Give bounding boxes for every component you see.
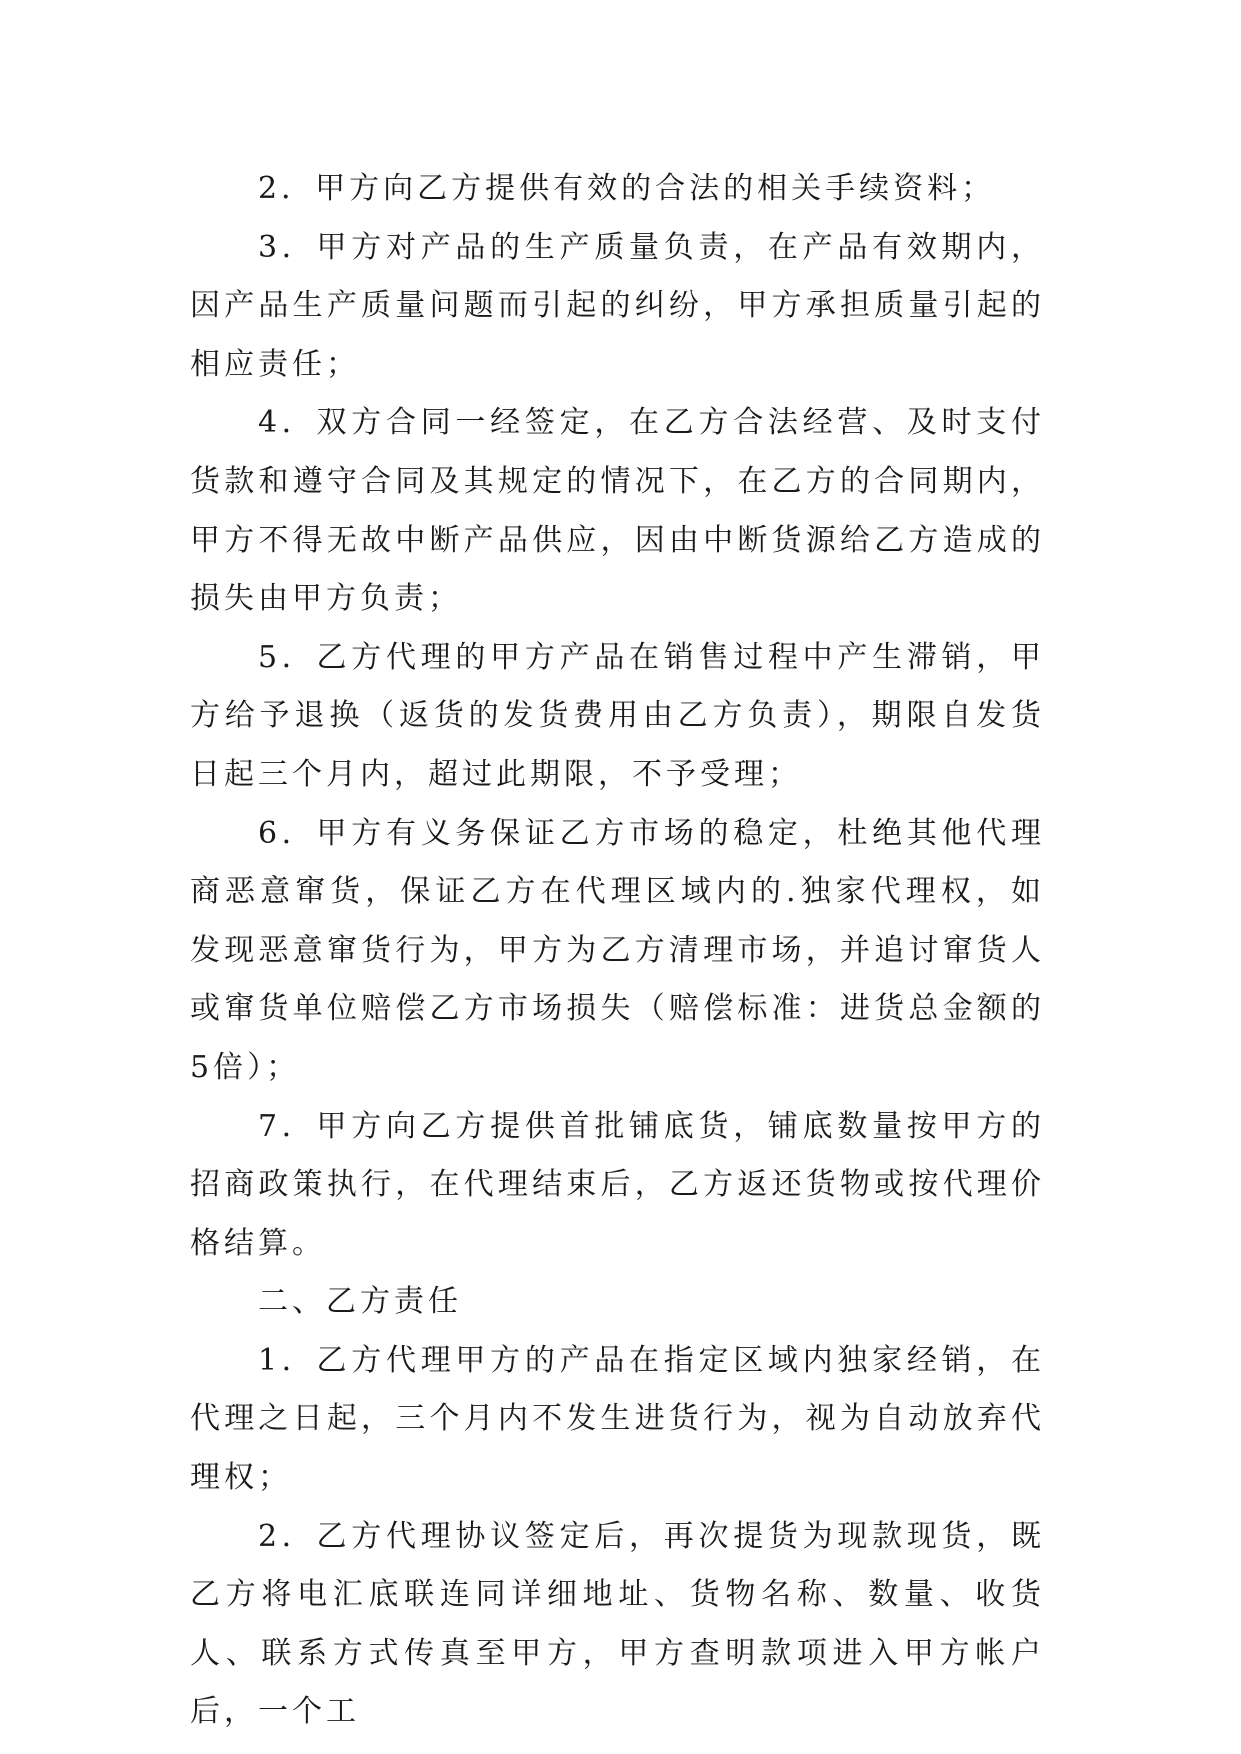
paragraph-clause-b2: 2．乙方代理协议签定后，再次提货为现款现货，既乙方将电汇底联连同详细地址、货物名称、数量、收货人、联系方式传真至甲方，甲方查明款项进入甲方帐户后，一个工	[190, 1518, 1045, 1730]
paragraph-clause-a6: 6．甲方有义务保证乙方市场的稳定，杜绝其他代理商恶意窜货，保证乙方在代理区域内的.独家代理权，如发现恶意窜货行为，甲方为乙方清理市场，并追讨窜货人或窜货单位赔偿乙方市场损失（赔偿标准：进货总金额的5倍）；	[190, 815, 1045, 1085]
paragraph-clause-a4: 4．双方合同一经签定，在乙方合法经营、及时支付货款和遵守合同及其规定的情况下，在乙方的合同期内，甲方不得无故中断产品供应，因由中断货源给乙方造成的损失由甲方负责；	[190, 405, 1045, 617]
section-heading-party-b: 二、乙方责任	[258, 1284, 462, 1320]
paragraph-clause-b1: 1．乙方代理甲方的产品在指定区域内独家经销，在代理之日起，三个月内不发生进货行为，视为自动放弃代理权；	[190, 1342, 1045, 1496]
document-body	[190, 160, 1045, 1742]
paragraph-clause-a3: 3．甲方对产品的生产质量负责，在产品有效期内，因产品生产质量问题而引起的纠纷，甲方承担质量引起的相应责任；	[190, 229, 1045, 382]
paragraph-clause-a5: 5．乙方代理的甲方产品在销售过程中产生滞销，甲方给予退换（返货的发货费用由乙方负责），期限自发货日起三个月内，超过此期限，不予受理；	[190, 639, 1045, 792]
paragraph-clause-a2: 2．甲方向乙方提供有效的合法的相关手续资料；	[258, 171, 996, 206]
paragraph-clause-a7: 7．甲方向乙方提供首批铺底货，铺底数量按甲方的招商政策执行，在代理结束后，乙方返还货物或按代理价格结算。	[190, 1108, 1045, 1261]
